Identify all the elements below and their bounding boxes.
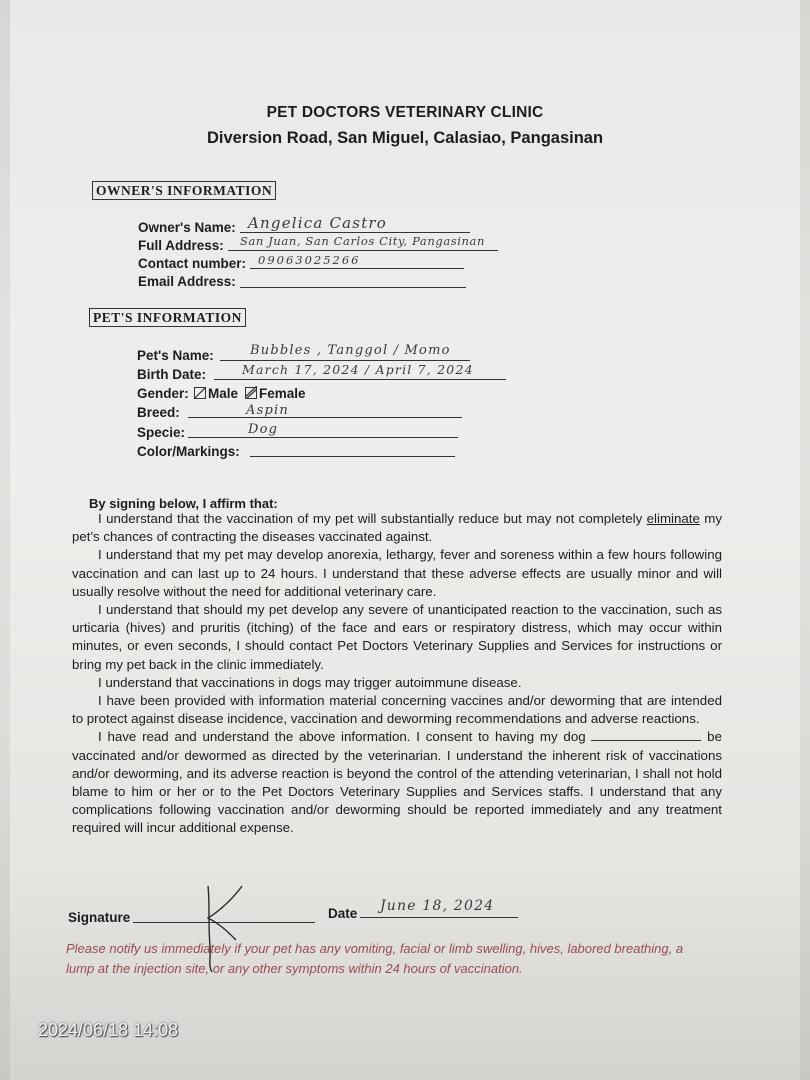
contact-number-line <box>250 268 464 269</box>
signature-label: Signature <box>68 910 131 925</box>
consent-paragraph-5: I have been provided with information material concerning vaccines and/or deworming that are intended to protect against disease incidence, vaccination and deworming recommendations and adverse reactions. <box>72 693 722 727</box>
date-value[interactable]: June 18, 2024 <box>380 898 495 914</box>
breed-line <box>188 417 462 418</box>
owner-name-value[interactable]: Angelica Castro <box>248 214 388 232</box>
consent-paragraph-4: I understand that vaccinations in dogs may trigger autoimmune disease. <box>98 674 522 690</box>
consent-body <box>72 510 722 838</box>
owner-name-label: Owner's Name: <box>138 220 236 235</box>
pet-name-value[interactable]: Bubbles , Tanggol / Momo <box>250 343 451 358</box>
full-address-value[interactable]: San Juan, San Carlos City, Pangasinan <box>240 234 486 248</box>
post-vaccination-notice: Please notify us immediately if your pet has any vomiting, facial or limb swelling, hives, labored breathing, a lump at the injection site, or any other symptoms within 24 hours of vaccination. <box>66 941 684 976</box>
checkmark-icon <box>245 386 257 398</box>
breed-value[interactable]: Aspin <box>246 403 289 418</box>
gender-female-option[interactable] <box>245 386 306 401</box>
breed-label: Breed: <box>137 405 180 420</box>
owner-name-line <box>240 232 470 233</box>
gender-label: Gender: <box>137 386 189 401</box>
consent-paragraph-1: I understand that the vaccination of my pet will substantially reduce but may not completely eliminate my pet's chances of contracting the diseases vaccinated against. <box>72 511 722 545</box>
email-address-line <box>240 287 466 288</box>
female-checkbox[interactable] <box>245 387 257 399</box>
owner-section-heading: OWNER'S INFORMATION <box>92 181 276 200</box>
checkmark-icon <box>195 388 205 398</box>
male-checkbox[interactable] <box>194 387 206 399</box>
birth-date-line <box>214 379 506 380</box>
pet-name-line <box>220 360 470 361</box>
full-address-label: Full Address: <box>138 238 224 253</box>
specie-line <box>188 437 458 438</box>
contact-number-value[interactable]: 09063025266 <box>258 253 361 267</box>
male-label: Male <box>208 386 239 401</box>
specie-label: Specie: <box>137 425 186 440</box>
birth-date-value[interactable]: March 17, 2024 / April 7, 2024 <box>242 362 474 377</box>
dog-name-blank[interactable] <box>591 730 701 741</box>
consent-paragraph-3: I understand that should my pet develop any severe of unanticipated reaction to the vaccination, such as urticaria (hives) and pruritis (itching) of the face and ears or respiratory distress, which may occur within minutes, or even seconds, I should contact Pet Doctors Veterinary Supplies and Services for instructions or bring my pet back in the clinic immediately. <box>72 602 722 672</box>
underlined-word: eliminate <box>646 511 700 526</box>
date-label: Date <box>328 906 358 921</box>
gender-male-option[interactable] <box>194 386 238 401</box>
email-address-label: Email Address: <box>138 274 236 289</box>
consent-heading: By signing below, I affirm that: <box>89 496 278 511</box>
birth-date-label: Birth Date: <box>137 367 207 382</box>
photo-timestamp: 2024/06/18 14:08 <box>38 1020 179 1040</box>
consent-paragraph-2: I understand that my pet may develop anorexia, lethargy, fever and soreness within a few hours following vaccination and can last up to 24 hours. I understand that these adverse effects are usually minor and will usually resolve without the need for additional veterinary care. <box>72 547 722 599</box>
color-markings-line <box>250 456 455 457</box>
pet-name-label: Pet's Name: <box>137 348 214 363</box>
female-label: Female <box>259 386 306 401</box>
specie-value[interactable]: Dog <box>248 422 279 437</box>
clinic-address: Diversion Road, San Miguel, Calasiao, Pangasinan <box>206 129 604 147</box>
pet-section-heading: PET'S INFORMATION <box>89 308 246 327</box>
full-address-line <box>228 250 498 251</box>
contact-number-label: Contact number: <box>138 256 246 271</box>
date-line <box>360 917 518 918</box>
color-markings-label: Color/Markings: <box>137 444 240 459</box>
consent-paragraph-6: I have read and understand the above information. I consent to having my dog be vaccinated and/or dewormed as directed by the veterinarian. I understand the inherent risk of vaccinations and/or deworming, and its adverse reaction is beyond the control of the attending veterinarian, I shall not hold blame to him or her or to the Pet Doctors Veterinary Supplies and Services staffs. I understand that any complications following vaccination and/or deworming should be reported immediately and any treatment required will incur additional expense. <box>72 729 722 836</box>
clinic-name: PET DOCTORS VETERINARY CLINIC <box>266 104 544 121</box>
